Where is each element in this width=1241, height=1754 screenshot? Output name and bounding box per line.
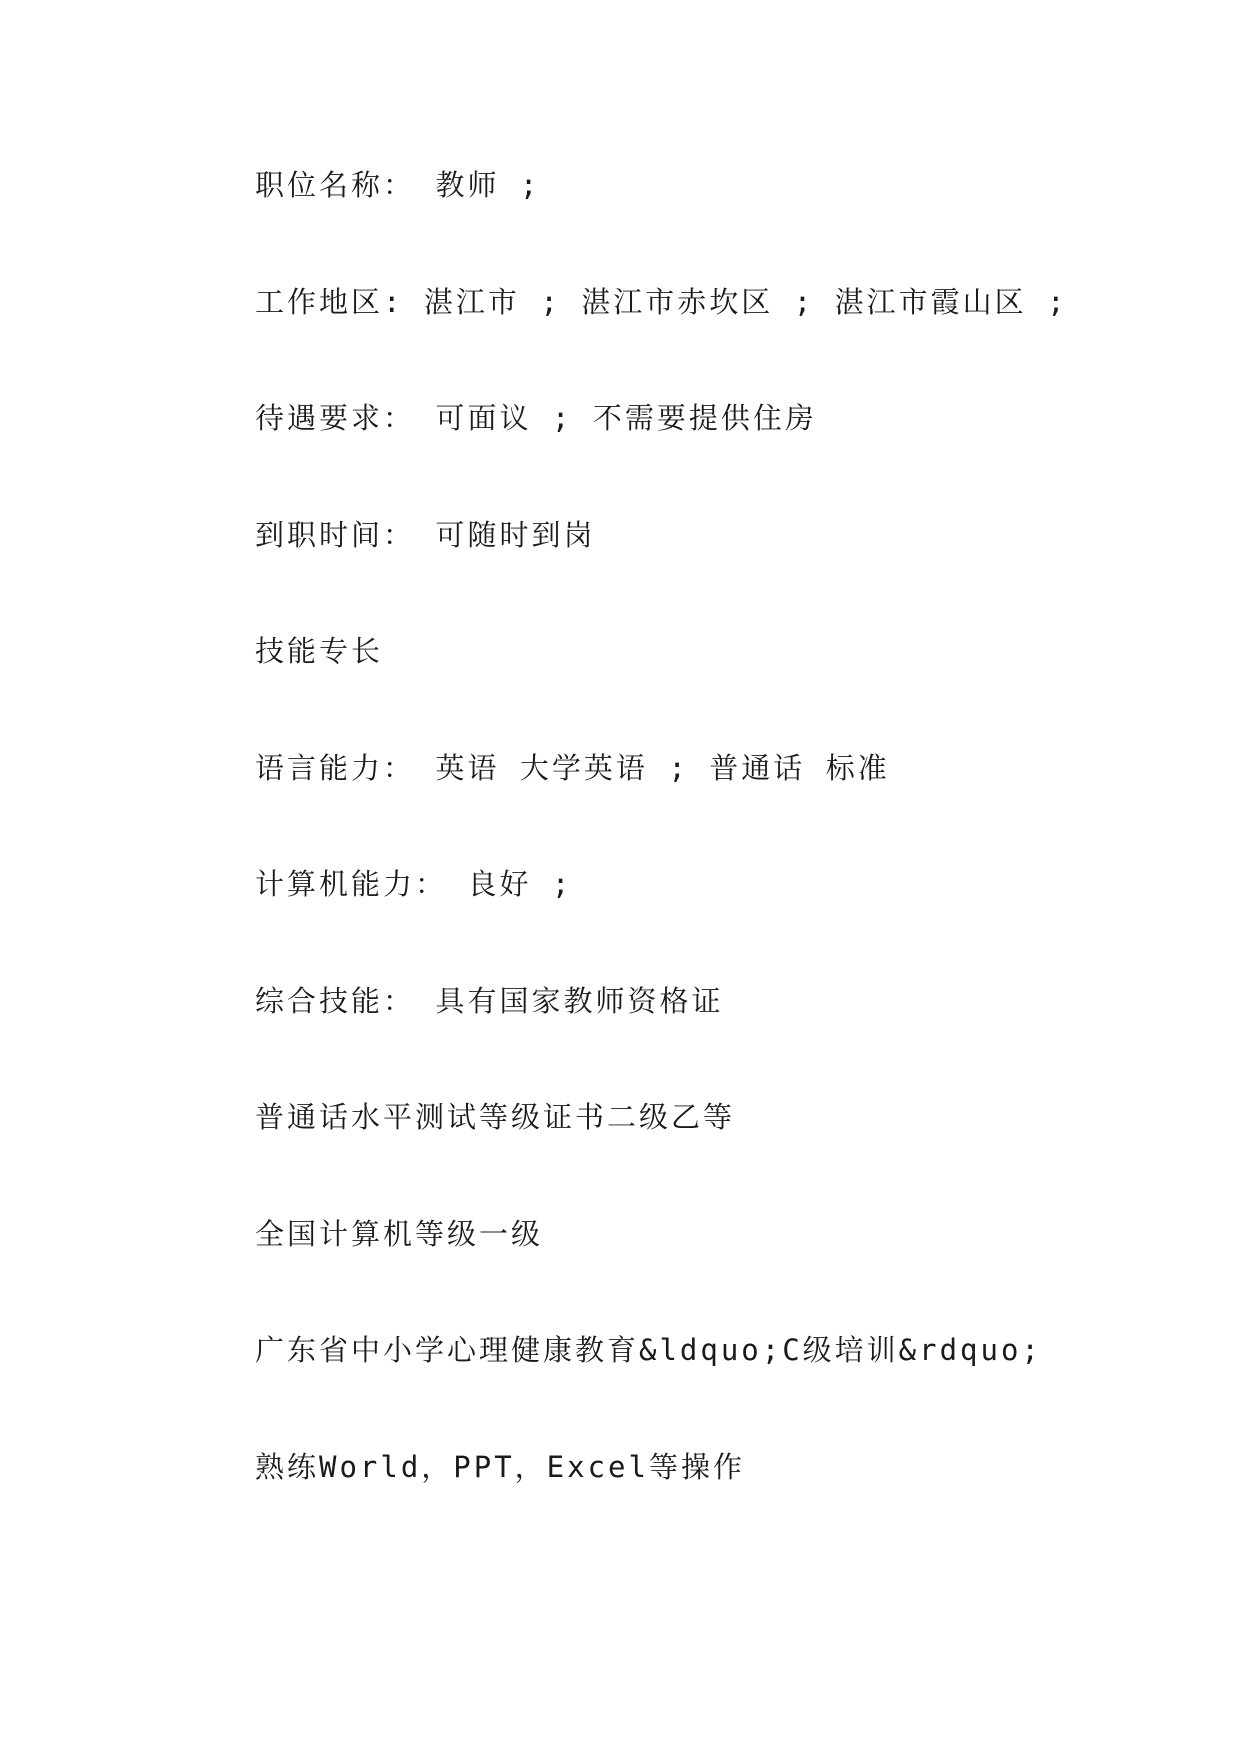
psychology-training-line: 广东省中小学心理健康教育&ldquo;C级培训&rdquo;: [255, 1333, 1042, 1367]
language-ability-line: 语言能力： 英语 大学英语 ; 普通话 标准: [255, 750, 890, 785]
office-skills-line: 熟练World，PPT，Excel等操作: [255, 1449, 745, 1484]
mandarin-certificate-line: 普通话水平测试等级证书二级乙等: [255, 1100, 736, 1134]
job-title-line: 职位名称： 教师 ;: [255, 168, 541, 202]
salary-requirement-line: 待遇要求： 可面议 ; 不需要提供住房: [255, 401, 817, 435]
computer-ability-line: 计算机能力： 良好 ;: [255, 867, 573, 901]
skills-heading: 技能专长: [255, 634, 384, 668]
work-area-line: 工作地区: 湛江市 ; 湛江市赤坎区 ; 湛江市霞山区 ;: [255, 284, 1068, 319]
general-skills-line: 综合技能： 具有国家教师资格证: [255, 983, 724, 1018]
computer-level-line: 全国计算机等级一级: [255, 1216, 544, 1251]
start-time-line: 到职时间： 可随时到岗: [255, 517, 596, 552]
